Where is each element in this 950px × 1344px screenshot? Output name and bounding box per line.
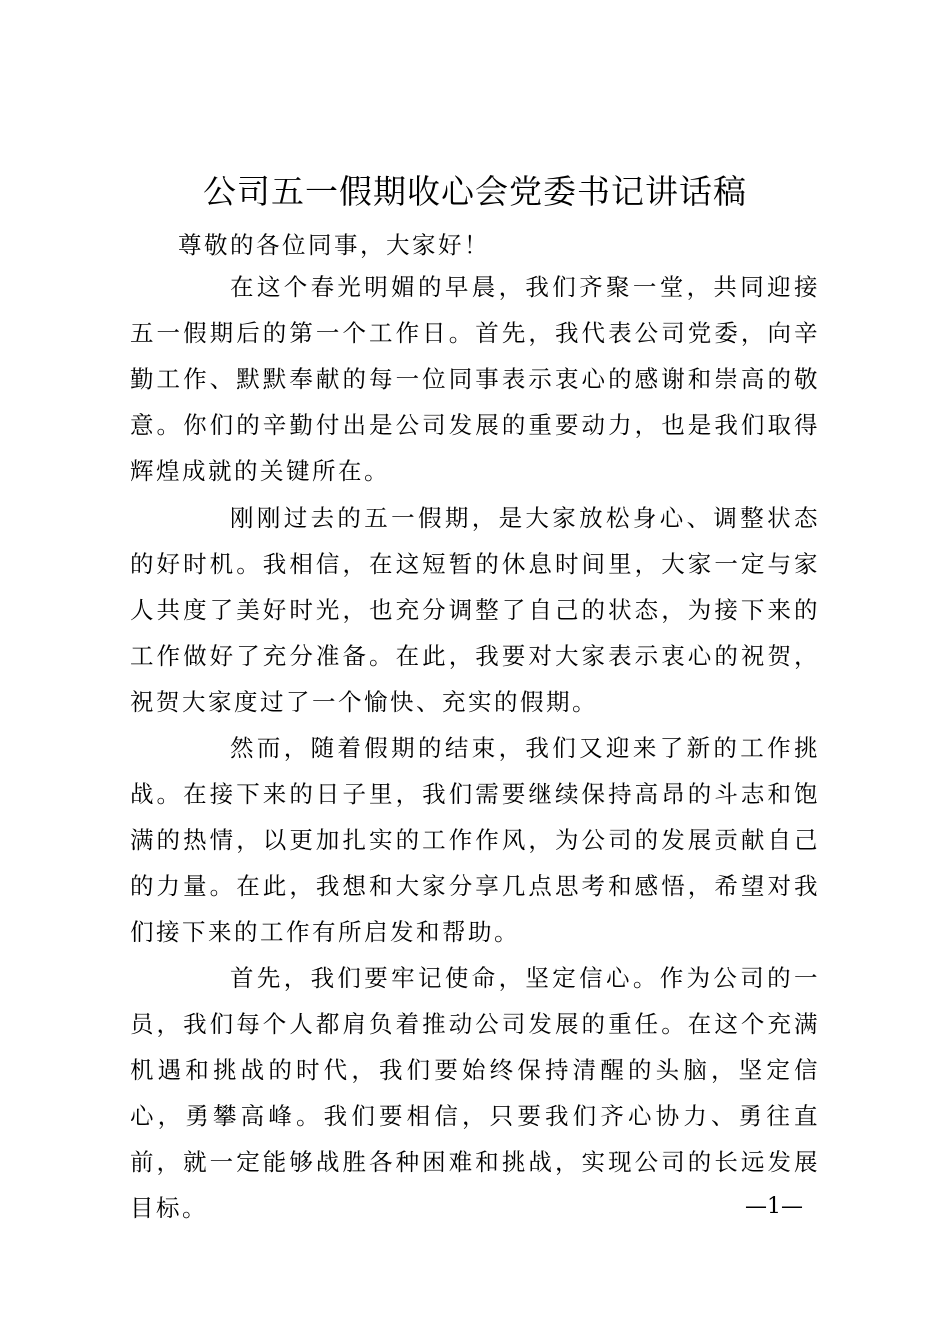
paragraph-3: 然而，随着假期的结束，我们又迎来了新的工作挑战。在接下来的日子里，我们需要继续保持高昂的斗志和饱满的热情，以更加扎实的工作作风，为公司的发展贡献自己的力量。在此，我想和大家分享几点思考和感悟，希望对我们接下来的工作有所启发和帮助。	[130, 734, 820, 946]
page-number: —1—	[745, 1194, 803, 1219]
salutation: 尊敬的各位同事，大家好！	[178, 231, 490, 259]
document-title: 公司五一假期收心会党委书记讲话稿	[203, 172, 747, 211]
paragraph-4: 首先，我们要牢记使命，坚定信心。作为公司的一员，我们每个人都肩负着推动公司发展的重任。在这个充满机遇和挑战的时代，我们要始终保持清醒的头脑，坚定信心，勇攀高峰。我们要相信，只要我们齐心协力、勇往直前，就一定能够战胜各种困难和挑战，实现公司的长远发展目标。	[130, 964, 820, 1222]
paragraph-1: 在这个春光明媚的早晨，我们齐聚一堂，共同迎接五一假期后的第一个工作日。首先，我代表公司党委，向辛勤工作、默默奉献的每一位同事表示衷心的感谢和崇高的敬意。你们的辛勤付出是公司发展的重要动力，也是我们取得辉煌成就的关键所在。	[130, 273, 820, 485]
paragraph-2: 刚刚过去的五一假期，是大家放松身心、调整状态的好时机。我相信，在这短暂的休息时间里，大家一定与家人共度了美好时光，也充分调整了自己的状态，为接下来的工作做好了充分准备。在此，我要对大家表示衷心的祝贺，祝贺大家度过了一个愉快、充实的假期。	[130, 504, 820, 716]
